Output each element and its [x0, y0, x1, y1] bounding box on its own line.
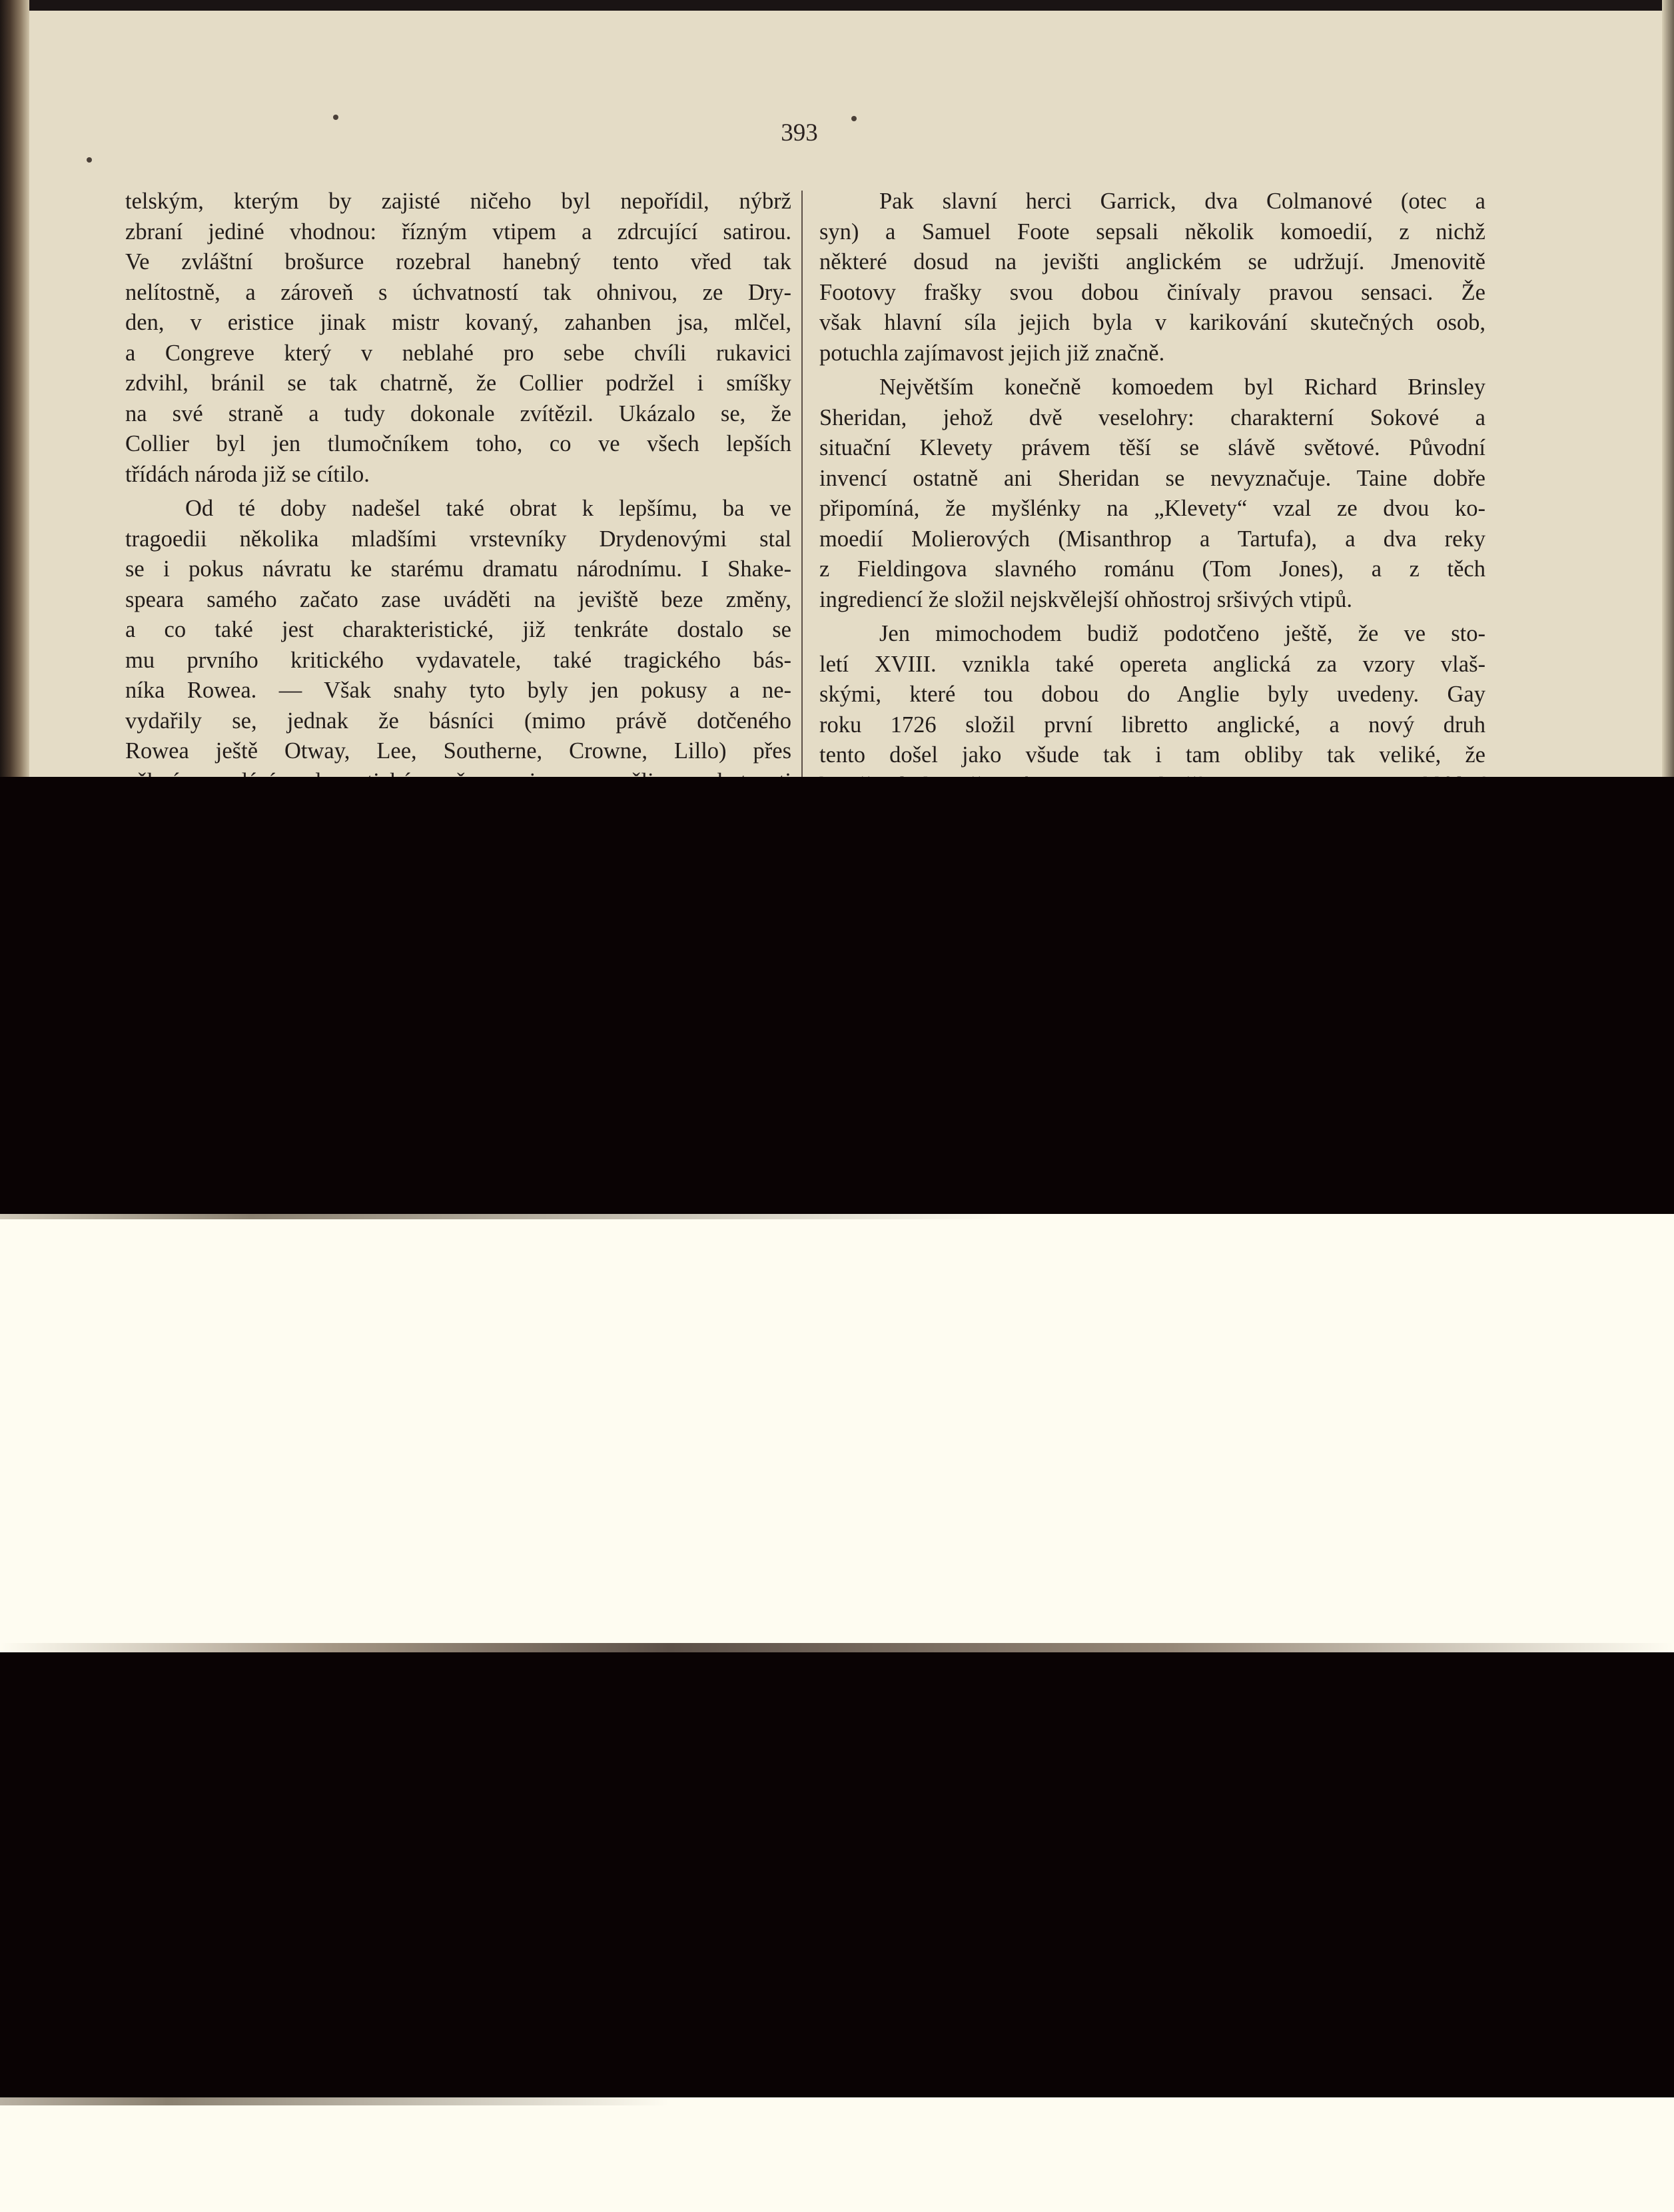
text-line: ingrediencí že složil nejskvělejší ohňostroj sršivých vtipů. [819, 586, 1353, 612]
redaction-block-lower [0, 1652, 1674, 2097]
text-line: letí XVIII. vznikla také opereta anglická za vzory vlaš- [819, 651, 1485, 677]
redaction-block-upper [0, 777, 1674, 1214]
text-line: však hlavní síla jejich byla v karikování skutečných osob, [819, 310, 1485, 335]
scan-streak [0, 1643, 1674, 1652]
text-line: připomíná, že myšlénky na „Klevety“ vzal ze dvou ko- [819, 496, 1485, 521]
text-line: tento došel jako všude tak i tam obliby tak veliké, že [819, 742, 1485, 768]
text-line: den, v eristice jinak mistr kovaný, zahanben jsa, mlčel, [125, 310, 791, 335]
text-line: Collier byl jen tlumočníkem toho, co ve všech lepších [125, 431, 791, 456]
text-line: mu prvního kritického vydavatele, také tragického bás- [125, 647, 791, 673]
text-line: Rowea ještě Otway, Lee, Southerne, Crowne, Lillo) přes [125, 738, 791, 764]
text-line: tragoedii několika mladšími vrstevníky Drydenovými stal [125, 526, 791, 552]
text-line: zdvihl, bránil se tak chatrně, že Collier podržel i smíšky [125, 370, 791, 396]
text-line: některé dosud na jevišti anglickém se udržují. Jmenovitě [819, 249, 1485, 275]
text-line: skými, které tou dobou do Anglie byly uvedeny. Gay [819, 682, 1485, 707]
page-top-edge [0, 0, 1674, 11]
page-right-edge [1662, 0, 1674, 777]
text-line: Od té doby nadešel také obrat k lepšímu, ba ve [185, 496, 791, 521]
column-divider [801, 191, 803, 777]
text-line: se i pokus návratu ke starému dramatu národnímu. I Shake- [125, 556, 791, 582]
blank-band-middle [0, 1214, 1674, 1652]
text-line: Footovy frašky svou dobou činívaly pravou sensaci. Že [819, 279, 1485, 305]
text-line: níka Rowea. — Však snahy tyto byly jen pokusy a ne- [125, 678, 791, 703]
text-line: situační Klevety právem těší se slávě světové. Původní [819, 435, 1485, 460]
book-binding-edge [0, 0, 29, 777]
ink-speck [87, 157, 92, 163]
text-line: speara samého začato zase uváděti na jeviště beze změny, [125, 586, 791, 612]
page-number: 393 [781, 119, 818, 147]
text-line: Ve zvláštní brošurce rozebral hanebný tento vřed tak [125, 249, 791, 275]
text-line: na své straně a tudy dokonale zvítězil. Ukázalo se, že [125, 400, 791, 426]
text-line: invencí ostatně ani Sheridan se nevyznačuje. Taine dobře [819, 465, 1485, 491]
text-line: zbraní jediné vhodnou: řízným vtipem a zdrcující satirou. [125, 219, 791, 245]
blank-band-bottom [0, 2097, 1674, 2212]
ink-speck [333, 115, 338, 120]
scanned-page-top [0, 0, 1674, 777]
text-line: Největším konečně komoedem byl Richard Brinsley [879, 374, 1485, 400]
text-line: Jen mimochodem budiž podotčeno ještě, že ve sto- [879, 621, 1485, 646]
text-line: Sheridan, jehož dvě veselohry: charakterní Sokové a [819, 404, 1485, 430]
text-line: třídách národa již se cítilo. [125, 461, 370, 487]
text-line: syn) a Samuel Foote sepsali několik komoedií, z nichž [819, 219, 1485, 245]
text-line: a Congreve který v neblahé pro sebe chvíli rukavici [125, 340, 791, 366]
text-line: nelítostně, a zároveň s úchvatností tak ohnivou, ze Dry- [125, 279, 791, 305]
ink-speck [851, 116, 857, 121]
right-text-column [819, 187, 1485, 801]
text-line: vydařily se, jednak že básníci (mimo právě dotčeného [125, 708, 791, 734]
text-line: a co také jest charakteristické, již tenkráte dostalo se [125, 617, 791, 642]
text-line: telským, kterým by zajisté ničeho byl nepořídil, nýbrž [125, 189, 791, 214]
text-line: z Fieldingova slavného románu (Tom Jones), a z těch [819, 556, 1485, 582]
text-line: potuchla zajímavost jejich již značně. [819, 340, 1165, 366]
scan-streak [0, 1214, 1674, 1219]
text-line: moedií Molierových (Misanthrop a Tartufa), a dva reky [819, 526, 1485, 552]
text-line: Pak slavní herci Garrick, dva Colmanové (otec a [879, 189, 1485, 214]
scan-streak [0, 2097, 1674, 2105]
left-text-column [125, 187, 791, 797]
text-line: roku 1726 složil první libretto anglické, a nový druh [819, 712, 1485, 738]
